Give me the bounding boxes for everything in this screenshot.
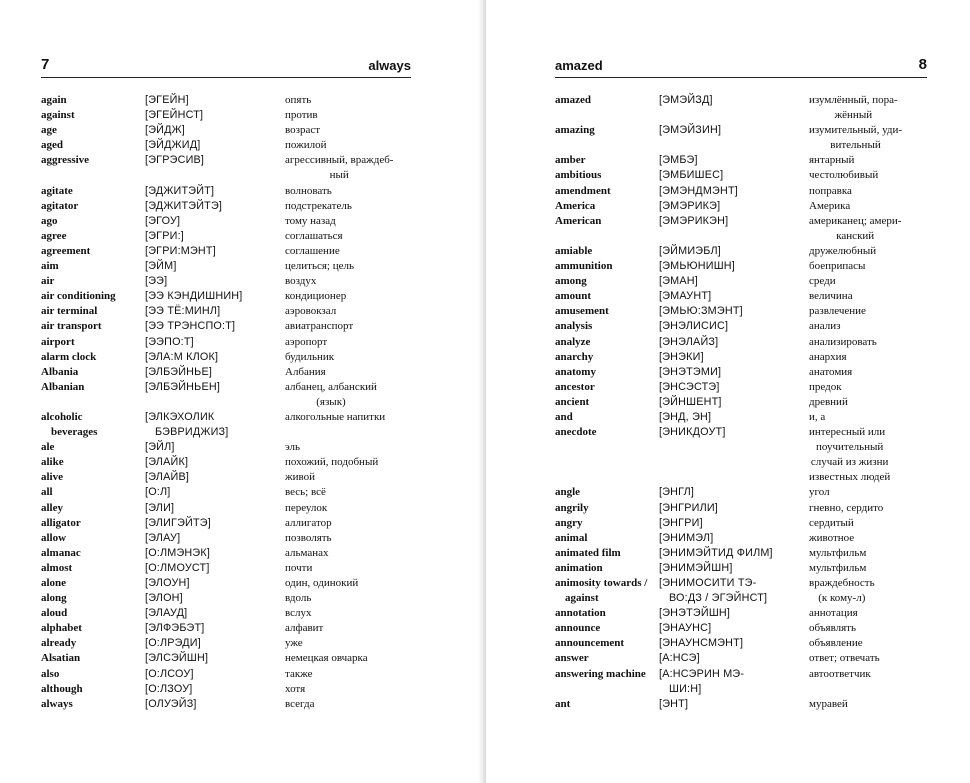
- entry-translation: среди: [809, 275, 836, 288]
- entry-translation: предок: [809, 380, 842, 393]
- entry-pronunciation: [ЭЛИГЭЙТЭ]: [145, 516, 211, 529]
- entry-headword: angle: [555, 486, 581, 499]
- entry-headword: ago: [41, 214, 58, 227]
- entry-headword: alligator: [41, 516, 81, 529]
- entry-translation: животное: [809, 531, 855, 544]
- entry-translation: уже: [285, 637, 303, 650]
- entry-translation: ответ; отвечать: [809, 652, 880, 665]
- entry-headword: ammunition: [555, 260, 613, 273]
- entry-headword: also: [41, 667, 60, 680]
- entry-pronunciation: [ЭНАУНС]: [659, 622, 712, 635]
- entry-pronunciation: [ЭНГЛ]: [659, 486, 695, 499]
- entry-headword: almanac: [41, 546, 81, 559]
- entry-translation: тому назад: [285, 214, 336, 227]
- entry-translation: дружелюбный: [809, 244, 877, 257]
- entry-pronunciation: [ЭГЕЙН]: [145, 94, 189, 106]
- entry-headword: air: [41, 275, 55, 288]
- entry-translation: эль: [285, 441, 301, 454]
- entry-translation: гневно, сердито: [809, 501, 884, 514]
- entry-pronunciation: [ЭНСЭСТЭ]: [659, 380, 720, 393]
- entry-pronunciation: [ЭМЭРИКЭН]: [659, 214, 729, 227]
- entry-headword: Albanian: [41, 380, 85, 393]
- entry-translation: аэровокзал: [285, 305, 337, 318]
- entry-translation: пожилой: [285, 139, 327, 152]
- entry-headword: allow: [41, 531, 67, 544]
- entry-headword: air transport: [41, 320, 102, 333]
- entry-pronunciation: [А:НСЭ]: [659, 652, 700, 665]
- entry-pronunciation: [ЭНЭТЭЙШН]: [659, 607, 731, 620]
- entry-pronunciation: [ЭЛОУН]: [145, 577, 190, 589]
- entry-headword: agitate: [41, 184, 73, 197]
- running-head: amazed: [555, 58, 603, 73]
- entry-headword: alcoholic beverages: [41, 410, 98, 439]
- entry-translation: подстрекатель: [285, 199, 352, 212]
- entry-headword: Albania: [41, 365, 79, 378]
- entry-headword: almost: [41, 561, 73, 574]
- entry-pronunciation: [О:Л]: [145, 486, 171, 499]
- entry-headword: air terminal: [41, 305, 98, 318]
- entry-translation: вслух: [285, 607, 312, 620]
- entry-pronunciation: [ЭЙДЖИД]: [145, 139, 201, 152]
- entry-translation: изумлённый, пора- жённый: [809, 94, 898, 122]
- entry-pronunciation: [О:ЛМОУСТ]: [145, 561, 210, 574]
- entry-translation: один, одинокий: [285, 577, 359, 589]
- entry-pronunciation: [ЭЛА:М КЛОК]: [145, 350, 219, 363]
- entry-translation: возраст: [285, 124, 321, 137]
- entry-pronunciation: [ЭМАУНТ]: [659, 290, 712, 303]
- entry-pronunciation: [ЭНИМЭЛ]: [659, 531, 714, 544]
- entry-headword: amount: [555, 290, 592, 303]
- entry-pronunciation: [ЭНИМОСИТИ ТЭ- ВО:ДЗ / ЭГЭЙНСТ]: [659, 577, 768, 605]
- entry-translation: поправка: [809, 184, 852, 197]
- entry-headword: and: [555, 410, 573, 423]
- entry-pronunciation: [ЭНИКДОУТ]: [659, 426, 726, 439]
- entry-translation: аэропорт: [285, 335, 328, 348]
- entry-pronunciation: [ЭМЭНДМЭНТ]: [659, 184, 738, 197]
- page-number: 8: [918, 56, 927, 73]
- entry-translation: аллигатор: [285, 516, 332, 529]
- entry-pronunciation: [ЭЛИ]: [145, 501, 175, 514]
- entry-translation: Албания: [285, 365, 326, 378]
- entry-translation: вдоль: [285, 592, 312, 605]
- entry-headword: amazing: [555, 124, 595, 137]
- entry-headword: air conditioning: [41, 290, 116, 303]
- entry-headword: alley: [41, 501, 63, 514]
- entry-pronunciation: [ЭНЭЛИСИС]: [659, 320, 729, 333]
- entry-pronunciation: [ЭНИМЭЙТИД ФИЛМ]: [659, 546, 773, 559]
- entry-headword: agreement: [41, 244, 91, 257]
- entry-headword: animosity towards / against: [555, 577, 648, 605]
- entry-headword: agitator: [41, 199, 79, 212]
- entry-translation: мультфильм: [809, 561, 867, 574]
- entry-headword: American: [555, 214, 602, 227]
- entry-pronunciation: [ЭЭ]: [145, 275, 168, 288]
- entry-pronunciation: [ЭЭ ТРЭНСПО:Т]: [145, 320, 236, 333]
- entry-headword: always: [41, 697, 73, 710]
- entry-translation: соглашаться: [285, 229, 343, 242]
- entry-translation: похожий, подобный: [285, 456, 379, 469]
- entry-translation: муравей: [809, 697, 848, 710]
- entry-translation: Америка: [809, 199, 851, 212]
- entry-headword: announce: [555, 622, 601, 635]
- entry-headword: age: [41, 124, 57, 137]
- entry-pronunciation: [ЭНЭЛАЙЗ]: [659, 335, 719, 348]
- entry-translation: авиатранспорт: [285, 320, 354, 333]
- entry-pronunciation: [ЭЛФЭБЭТ]: [145, 622, 205, 635]
- entry-translation: древний: [809, 395, 848, 408]
- entry-headword: ale: [41, 441, 55, 454]
- entry-headword: amusement: [555, 305, 609, 318]
- entry-pronunciation: [ЭГОУ]: [145, 214, 181, 227]
- entry-pronunciation: [ЭЛАУ]: [145, 531, 181, 544]
- entry-pronunciation: [ЭМЭЙЗД]: [659, 94, 713, 106]
- entry-pronunciation: [ЭГЕЙНСТ]: [145, 109, 204, 122]
- entry-translation: весь; всё: [285, 486, 326, 499]
- entry-headword: annotation: [555, 607, 606, 620]
- entry-pronunciation: [ЭЛАЙВ]: [145, 471, 190, 484]
- entry-pronunciation: [ЭДЖИТЭЙТ]: [145, 184, 215, 197]
- entry-pronunciation: [ЭЛБЭЙНЬЕ]: [145, 365, 213, 378]
- entry-headword: ancient: [555, 395, 590, 408]
- entry-pronunciation: [ЭГРИ:]: [145, 229, 184, 242]
- entry-translation: янтарный: [809, 154, 855, 167]
- entry-headword: airport: [41, 335, 75, 348]
- entry-headword: Alsatian: [41, 652, 81, 665]
- entry-headword: answering machine: [555, 667, 646, 680]
- entry-pronunciation: [О:ЛМЭНЭК]: [145, 546, 211, 559]
- entry-headword: angrily: [555, 501, 589, 514]
- entry-pronunciation: [ЭЭПО:Т]: [145, 335, 194, 348]
- entry-translation: анархия: [809, 350, 847, 363]
- entry-headword: animal: [555, 531, 588, 544]
- entry-translation: интересный или поучительный случай из жизни известных людей: [809, 426, 891, 484]
- entry-translation: развлечение: [809, 305, 866, 318]
- entry-pronunciation: [ЭЙЛ]: [145, 441, 175, 454]
- entry-translation: всегда: [285, 697, 315, 710]
- entry-pronunciation: [ЭЛСЭЙШН]: [145, 652, 209, 665]
- entry-translation: живой: [285, 471, 315, 484]
- entry-headword: alive: [41, 471, 63, 484]
- entry-pronunciation: [ЭЛКЭХОЛИК БЭВРИДЖИЗ]: [145, 410, 229, 439]
- entry-pronunciation: [ЭНТ]: [659, 697, 689, 710]
- entry-headword: angry: [555, 516, 583, 529]
- entry-pronunciation: [ОЛУЭЙЗ]: [145, 697, 197, 710]
- entry-headword: alphabet: [41, 622, 82, 635]
- running-head: always: [368, 58, 411, 73]
- entry-translation: анализировать: [809, 335, 877, 348]
- entry-translation: позволять: [285, 531, 332, 544]
- entry-headword: answer: [555, 652, 589, 665]
- entry-pronunciation: [ЭНГРИ]: [659, 516, 703, 529]
- entry-pronunciation: [ЭМЬЮНИШН]: [659, 260, 735, 273]
- entry-headword: all: [41, 486, 53, 499]
- entry-headword: among: [555, 275, 587, 288]
- entry-headword: alarm clock: [41, 350, 97, 363]
- entry-pronunciation: [ЭНЭКИ]: [659, 350, 704, 363]
- entry-translation: соглашение: [285, 244, 340, 257]
- entry-translation: боеприпасы: [809, 260, 866, 273]
- entry-translation: опять: [285, 94, 312, 106]
- entry-pronunciation: [О:ЛЗОУ]: [145, 682, 193, 695]
- entry-headword: animation: [555, 561, 603, 574]
- entry-pronunciation: [ЭМЭРИКЭ]: [659, 199, 721, 212]
- entry-headword: announcement: [555, 637, 625, 650]
- entry-translation: анализ: [809, 320, 841, 333]
- entry-headword: anatomy: [555, 365, 596, 378]
- entry-pronunciation: [О:ЛРЭДИ]: [145, 637, 201, 650]
- entry-pronunciation: [ЭНИМЭЙШН]: [659, 561, 733, 574]
- entry-headword: although: [41, 682, 83, 695]
- entry-pronunciation: [ЭЛОН]: [145, 592, 183, 605]
- entry-pronunciation: [ЭЙНШЕНТ]: [659, 395, 722, 408]
- entry-pronunciation: [ЭНГРИЛИ]: [659, 501, 719, 514]
- entry-translation: объявлять: [809, 622, 856, 635]
- entry-translation: хотя: [285, 682, 306, 695]
- header-rule: [555, 77, 927, 78]
- entry-headword: aim: [41, 260, 59, 273]
- entry-translation: будильник: [285, 350, 335, 363]
- entry-pronunciation: [ЭМБИШЕС]: [659, 169, 724, 182]
- entry-pronunciation: [ЭМЭЙЗИН]: [659, 124, 722, 137]
- entry-headword: anarchy: [555, 350, 594, 363]
- entry-headword: analysis: [555, 320, 593, 333]
- entry-translation: автоответчик: [809, 667, 871, 680]
- entry-translation: агрессивный, враждеб- ный: [285, 154, 394, 182]
- entry-translation: враждебность (к кому-л): [809, 577, 875, 605]
- entry-translation: воздух: [285, 275, 317, 288]
- entry-pronunciation: [О:ЛСОУ]: [145, 667, 194, 680]
- header-rule: [41, 77, 411, 78]
- right-page: [486, 0, 970, 783]
- entry-translation: анатомия: [809, 365, 853, 378]
- entry-pronunciation: [ЭНД, ЭН]: [659, 410, 712, 423]
- entry-translation: изумительный, уди- вительный: [809, 124, 903, 152]
- entry-translation: альманах: [285, 546, 329, 559]
- entry-translation: и, а: [809, 410, 826, 423]
- entry-translation: албанец, албанский (язык): [285, 380, 377, 408]
- entry-translation: алкогольные напитки: [285, 410, 386, 423]
- entry-pronunciation: [ЭГРИ:МЭНТ]: [145, 244, 216, 257]
- entry-pronunciation: [ЭЙДЖ]: [145, 124, 186, 137]
- entry-translation: мультфильм: [809, 546, 867, 559]
- entry-pronunciation: [ЭЛАЙК]: [145, 456, 189, 469]
- entry-headword: agree: [41, 229, 67, 242]
- page-number: 7: [41, 56, 50, 73]
- entry-translation: кондиционер: [285, 290, 347, 303]
- entry-headword: amendment: [555, 184, 611, 197]
- entry-headword: amiable: [555, 244, 593, 257]
- entry-pronunciation: [ЭЛАУД]: [145, 607, 188, 620]
- entry-pronunciation: [ЭЙМ]: [145, 260, 177, 273]
- entry-pronunciation: [ЭДЖИТЭЙТЭ]: [145, 199, 223, 212]
- entry-headword: already: [41, 637, 77, 650]
- entry-translation: американец; амери- канский: [809, 214, 902, 242]
- entry-headword: animated film: [555, 546, 621, 559]
- entry-headword: amazed: [555, 94, 592, 106]
- entry-translation: объявление: [809, 637, 863, 650]
- entry-translation: величина: [809, 290, 853, 303]
- entry-headword: again: [41, 94, 67, 106]
- entry-pronunciation: [ЭЙМИЭБЛ]: [659, 244, 722, 257]
- entry-translation: угол: [809, 486, 830, 499]
- entry-pronunciation: [ЭНЭТЭМИ]: [659, 365, 722, 378]
- entry-translation: переулок: [285, 501, 328, 514]
- entry-translation: немецкая овчарка: [285, 652, 368, 665]
- entry-translation: сердитый: [809, 516, 854, 529]
- entry-pronunciation: [ЭМБЭ]: [659, 154, 698, 167]
- entry-headword: aggressive: [41, 154, 90, 167]
- entry-translation: также: [285, 667, 313, 680]
- entry-headword: alike: [41, 456, 64, 469]
- left-page: [0, 0, 484, 783]
- entry-translation: честолюбивый: [809, 169, 879, 182]
- entry-translation: против: [285, 109, 318, 122]
- entry-headword: ancestor: [555, 380, 595, 393]
- entry-pronunciation: [ЭЭ КЭНДИШНИН]: [145, 290, 243, 303]
- entry-translation: целиться; цель: [285, 260, 354, 273]
- entry-headword: analyze: [555, 335, 591, 348]
- right-page-header: [555, 58, 927, 76]
- entry-headword: along: [41, 592, 67, 605]
- entry-headword: ant: [555, 697, 571, 710]
- entry-headword: aloud: [41, 607, 68, 620]
- entry-translation: алфавит: [285, 622, 324, 635]
- entry-headword: alone: [41, 577, 67, 589]
- entry-headword: against: [41, 109, 75, 122]
- entry-pronunciation: [А:НСЭРИН МЭ- ШИ:Н]: [659, 667, 745, 695]
- entry-headword: ambitious: [555, 169, 602, 182]
- entry-pronunciation: [ЭГРЭСИВ]: [145, 154, 205, 167]
- entry-pronunciation: [ЭМАН]: [659, 275, 698, 288]
- entry-pronunciation: [ЭМЬЮ:ЗМЭНТ]: [659, 305, 743, 318]
- entry-pronunciation: [ЭЭ ТЁ:МИНЛ]: [145, 305, 221, 318]
- left-page-header: [41, 58, 411, 76]
- entry-pronunciation: [ЭНАУНСМЭНТ]: [659, 637, 744, 650]
- entry-translation: волновать: [285, 184, 332, 197]
- entry-headword: anecdote: [555, 426, 597, 439]
- entry-headword: America: [555, 199, 596, 212]
- entry-headword: amber: [555, 154, 586, 167]
- entry-pronunciation: [ЭЛБЭЙНЬЕН]: [145, 380, 221, 393]
- entry-translation: почти: [285, 561, 313, 574]
- entry-translation: аннотация: [809, 607, 858, 620]
- entry-headword: aged: [41, 139, 63, 152]
